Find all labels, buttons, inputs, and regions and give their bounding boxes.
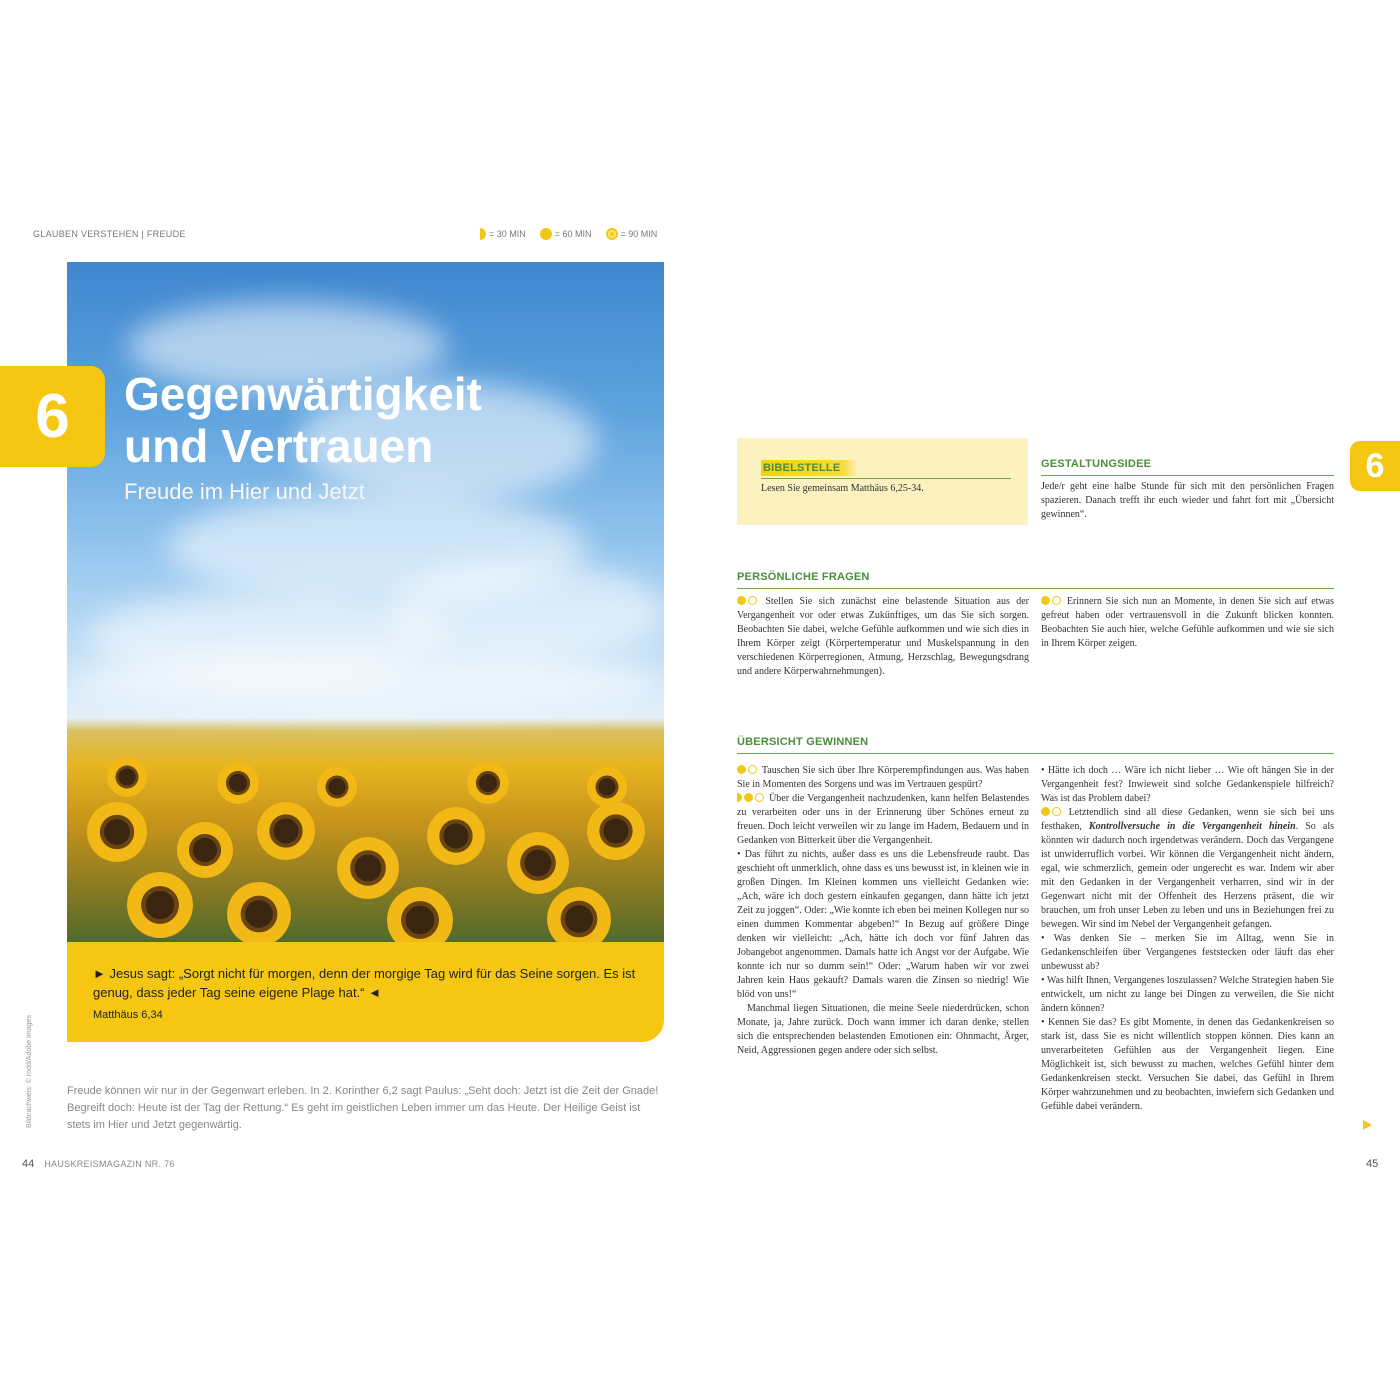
legend-60: = 60 MIN [554,229,592,239]
title-line-2: und Vertrauen [124,420,434,472]
fragen-text-2: Erinnern Sie sich nun an Momente, in denen Sie sich auf etwas gefreut haben oder vertrauensvoll in die Zukunft blicken konnten. Beobachten Sie auch hier, welche Gefühle aufkommen und wie sie sich in Ihrem Körper zeigen. [1041,596,1335,649]
paragraph-text: . So als könnten wir dadurch noch irgendetwas verändern. Doch das Vergangene ist unwiderruflich vorbei. Wir können die Vergangenheit nicht ändern, egal, wie schmerzlich, gemein oder ungerecht es war. Indem wir aber mit den Gedanken in der Vergangenheit verharren, sind wir in der Gegenwart nicht mit der Offenheit des Herzens präsent, die wir brauchen, um froh unser Leben zu leben und uns in Beziehungen frei zu bewegen. Wir sind im Nebel der Vergangenheit gefangen. [1041,821,1334,930]
full-circle-icon [1041,596,1050,605]
bibelstelle-heading: BIBELSTELLE [761,460,858,476]
chapter-subtitle: Freude im Hier und Jetzt [124,479,365,504]
divider [761,478,1011,479]
divider [737,753,1334,754]
gestaltungsidee-heading: GESTALTUNGSIDEE [1041,458,1152,470]
uebersicht-column-1 [737,764,1029,1058]
quote-text: ► Jesus sagt: „Sorgt nicht für morgen, denn der morgige Tag wird für das Seine sorgen. Es ist genug, dass jeder Tag seine eigene Plage hat.“ ◄ [93,966,636,1000]
quote-box [67,942,664,1042]
continue-arrow-icon [1363,1120,1372,1130]
paragraph [1041,806,1334,932]
chapter-number-right: 6 [1365,446,1385,485]
ring-circle-icon [1052,596,1061,605]
half-circle-icon [737,793,742,802]
legend-90: = 90 MIN [620,229,658,239]
divider [1041,475,1334,476]
chapter-title [124,368,482,472]
persoenliche-fragen-section [737,571,1334,589]
paragraph [737,792,1029,848]
ring-circle-icon [1052,807,1061,816]
uebersicht-heading: ÜBERSICHT GEWINNEN [737,736,869,748]
fragen-text-1: Stellen Sie sich zunächst eine belastende Situation aus der Vergangenheit vor oder etwas Zukünftiges, um das Sie sich sorgen. Beobachten Sie dabei, welche Gefühle aufkommen und wie sich dies in Ihrem Körper zeigt (Körpertemperatur und Muskelspannung in den verschiedenen Körperregionen, Atmung, Herzschlag, Bewegungsdrang und andere Körperwahrnehmungen). [737,596,1030,677]
gestaltungsidee-text: Jede/r geht eine halbe Stunde für sich mit den persönlichen Fragen spazieren. Danach trefft ihr euch wieder und fahrt fort mit „Übersicht gewinnen“. [1041,481,1334,520]
paragraph-text: Über die Vergangenheit nachzudenken, kann helfen Belastendes zu verarbeiten oder uns in der Erinnerung über Schönes erneut zu freuen. Doch leicht verweilen wir zu lange im Hadern, Bedauern und in Gedanken von Bitterkeit über die Vergangenheit. [737,793,1029,846]
full-circle-icon [540,228,552,240]
ring-circle-icon [606,228,618,240]
full-circle-icon [744,793,753,802]
ring-circle-icon [748,596,757,605]
persoenliche-fragen-heading: PERSÖNLICHE FRAGEN [737,571,870,583]
divider [737,588,1334,589]
page-number-left: 44 [22,1158,35,1170]
full-circle-icon [1041,807,1050,816]
paragraph: • Was denken Sie – merken Sie im Alltag, wenn Sie in Gedankenschleifen über Vergangenes feststecken oder läuft das eher unbewusst ab? [1041,933,1334,972]
paragraph: • Was hilft Ihnen, Vergangenes loszulassen? Welche Strategien haben Sie entwickelt, um nicht zu lange bei Dingen zu verweilen, die Sie nicht ändern können? [1041,975,1334,1014]
gestaltungsidee-section [1041,458,1334,522]
ring-circle-icon [748,765,757,774]
paragraph: • Das führt zu nichts, außer dass es uns die Lebensfreude raubt. Das geschieht oft unmerklich, ohne dass es uns bewusst ist, in kleinen wie in großen Dingen. Im Kleinen kommen uns vielleicht Gedanken wie: „Ach, wäre ich doch gestern einkaufen gegangen, dann hätte ich jetzt Zeit zu joggen“. Oder: „Wie konnte ich eben bei meinen Kollegen nur so einen dummen Kommentar abgeben!“ In Bezug auf größere Dinge denken wir vielleicht: „Ach, hätte ich doch vor fünf Jahren das Jobangebot angenommen. Damals hatte ich Angst vor der Aufgabe. Wie konnte ich nur so dumm sein!“ Oder: „Warum haben wir vor zwei Jahren kein Haus gekauft? Damals waren die Zinsen so niedrig! Wie blöd von uns!“ [737,849,1029,1000]
intro-text: Freude können wir nur in der Gegenwart erleben. In 2. Korinther 6,2 sagt Paulus: „Seht doch: Jetzt ist die Zeit der Gnade! Begreift doch: Heute ist der Tag der Rettung.“ Es geht im geistlichen Leben immer um das Heute. Der Heilige Geist ist stets im Hier und Jetzt gegenwärtig. [67,1085,659,1131]
bibelstelle-text: Lesen Sie gemeinsam Matthäus 6,25-34. [761,483,924,494]
paragraph: • Kennen Sie das? Es gibt Momente, in denen das Gedankenkreisen so stark ist, dass Sie es nicht willentlich stoppen können. Dies kann an unverarbeiteten Gefühlen aus der Vergangenheit liegen. Eine Möglichkeit ist, sich bewusst zu machen, welches Gefühl hinter dem Gedankenkreisen steckt. Versuchen Sie dabei, das Gefühl in Ihrem Körper wahrzunehmen und zu beobachten, inwiefern sich Gedanken und Gefühle dabei verändern. [1041,1017,1334,1112]
full-circle-icon [737,765,746,774]
emphasis-text: Kontrollversuche in die Vergangenheit hinein [1088,821,1296,832]
footer-left [22,1158,175,1170]
chapter-number-tab [0,366,105,467]
legend-30: = 30 MIN [489,229,526,239]
fragen-column-2 [1041,595,1334,651]
section-breadcrumb: GLAUBEN VERSTEHEN | FREUDE [33,229,186,239]
paragraph [737,764,1029,792]
title-line-1: Gegenwärtigkeit [124,368,482,420]
paragraph: Manchmal liegen Situationen, die meine Seele niederdrücken, schon Monate, ja, Jahre zurück. Doch wann immer ich daran denke, stellen sich die entsprechenden belastenden Emotionen ein: Ohnmacht, Ärger, Neid, Aggressionen gegen andere oder sich selbst. [737,1003,1029,1056]
quote-reference: Matthäus 6,34 [93,1009,163,1021]
paragraph-text: Tauschen Sie sich über Ihre Körperempfindungen aus. Was haben Sie in Momenten des Sorgens und was im Vertrauen gespürt? [737,765,1029,790]
uebersicht-section [737,736,1334,754]
sunflower-field-photo [67,262,664,942]
half-circle-icon [480,228,486,240]
image-credit: Bildnachweis: © rodd/Adobe Images [26,1015,33,1128]
chapter-number: 6 [35,382,70,451]
paragraph: • Hätte ich doch … Wäre ich nicht lieber … Wie oft hängen Sie in der Vergangenheit fest? Inwieweit sind solche Gedankenspiele hilfreich? Was ist das Problem dabei? [1041,765,1334,804]
uebersicht-column-2 [1041,764,1334,1114]
fragen-column-1 [737,595,1029,679]
chapter-number-tab-right [1350,441,1400,491]
ring-circle-icon [755,793,764,802]
page-number-right: 45 [1366,1158,1379,1170]
magazine-name: HAUSKREISMAGAZIN NR. 76 [44,1159,175,1169]
bibelstelle-box [737,438,1028,525]
paragraph-text: Letztendlich sind all diese Gedanken, wenn sie sich bei uns festhaken, [1041,807,1334,832]
time-legend [480,228,657,240]
full-circle-icon [737,596,746,605]
